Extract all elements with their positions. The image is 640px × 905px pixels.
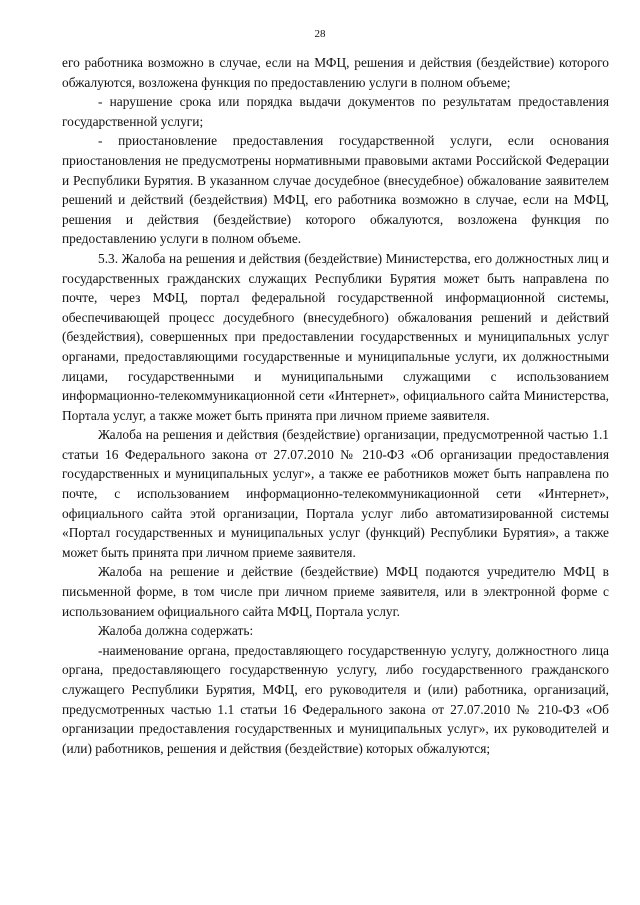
paragraph-8: -наименование органа, предоставляющего государственную услугу, должностного лица органа, предоставляющего государственную услугу, либо государственного гражданского служащего Республики Бурятия, МФЦ, его руководителя и (или) работника, организаций, предусмотренных частью 1.1 статьи 16 Федерального закона от 27.07.2010 № 210-ФЗ «Об организации предоставления государственных и муниципальных услуг», их руководителей и (или) работников, решения и действия (бездействие) которых обжалуются; xyxy=(62,642,609,756)
document-body xyxy=(62,53,609,758)
paragraph-2: - нарушение срока или порядка выдачи документов по результатам предоставления государственной услуги; xyxy=(62,94,609,129)
page-number: 28 xyxy=(314,28,326,40)
paragraph-7: Жалоба должна содержать: xyxy=(98,623,254,639)
paragraph-3: - приостановление предоставления государственной услуги, если основания приостановления не предусмотрены нормативными правовыми актами Российской Федерации и Республики Бурятия. В указанном случае досудебное (внесудебное) обжалование заявителем решений и действий (бездействия) МФЦ, его работника возможно в случае, если на МФЦ, решения и действия (бездействие) которого обжалуются, возложена функция по предоставлению услуги в полном объеме. xyxy=(62,133,609,247)
paragraph-1: его работника возможно в случае, если на МФЦ, решения и действия (бездействие) которого обжалуются, возложена функция по предоставлению услуги в полном объеме; xyxy=(62,55,609,90)
paragraph-4: 5.3. Жалоба на решения и действия (бездействие) Министерства, его должностных лиц и государственных гражданских служащих Республики Бурятия может быть направлена по почте, через МФЦ, портал федеральной государственной информационной системы, обеспечивающей процесс досудебного (внесудебного) обжалования решений и действий (бездействия), совершенных при предоставлении государственных и муниципальных услуг органами, предоставляющими государственные и муниципальные услуги, их должностными лицами, государственными и муниципальными служащими с использованием информационно-телекоммуникационной сети «Интернет», официального сайта Министерства, Портала услуг, а также может быть принята при личном приеме заявителя. xyxy=(62,250,609,423)
paragraph-5: Жалоба на решения и действия (бездействие) организации, предусмотренной частью 1.1 статьи 16 Федерального закона от 27.07.2010 № 210-ФЗ «Об организации предоставления государственных и муниципальных услуг», а также ее работников может быть направлена по почте, с использованием информационно-телекоммуникационной сети «Интернет», официального сайта этой организации, Портала услуг либо автоматизированной системы «Портал государственных и муниципальных услуг (функций) Республики Бурятия», а также может быть принята при личном приеме заявителя. xyxy=(62,427,609,560)
paragraph-6: Жалоба на решение и действие (бездействие) МФЦ подаются учредителю МФЦ в письменной форме, в том числе при личном приеме заявителя, или в электронной форме с использованием официального сайта МФЦ, Портала услуг. xyxy=(62,564,609,619)
